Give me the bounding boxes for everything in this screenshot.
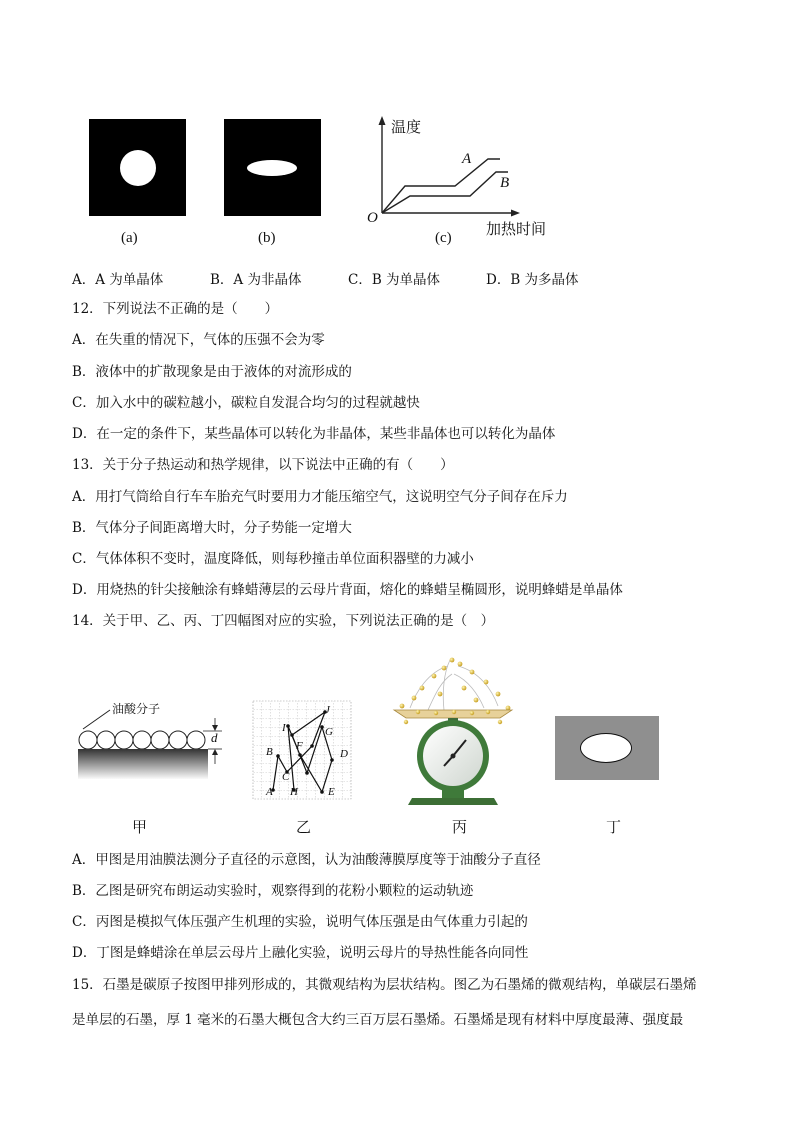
q11-option-c: C．B 为单晶体 — [348, 272, 441, 288]
x-axis-label: 加热时间 — [486, 220, 547, 238]
figure-label-ding: 丁 — [606, 818, 622, 836]
q12-option-c: C．加入水中的碳粒越小，碳粒自发混合均匀的过程就越快 — [72, 395, 420, 411]
wax-melt-ellipse — [580, 733, 632, 763]
q13-option-c: C．气体体积不变时，温度降低，则每秒撞击单位面积器壁的力减小 — [72, 551, 474, 567]
q14-option-d: D．丁图是蜂蜡涂在单层云母片上融化实验，说明云母片的导热性能各向同性 — [72, 945, 529, 961]
path-point-b: B — [266, 746, 273, 758]
q15-line-1: 15．石墨是碳原子按图甲排列形成的，其微观结构为层状结构。图乙为石墨烯的微观结构，单碳层石墨烯 — [72, 977, 697, 993]
path-point-i: I — [282, 722, 286, 734]
y-axis-label: 温度 — [391, 118, 422, 136]
q11-option-a: A．A 为单晶体 — [72, 272, 164, 288]
figure-a-square — [89, 119, 186, 216]
q12-option-d: D．在一定的条件下，某些晶体可以转化为非晶体，某些非晶体也可以转化为晶体 — [72, 426, 556, 442]
path-point-d: D — [340, 748, 348, 760]
path-point-h: H — [290, 786, 298, 798]
q15-line-2: 是单层的石墨，厚 1 毫米的石墨大概包含大约三百万层石墨烯。石墨烯是现有材料中厚度最薄、强度最 — [72, 1012, 684, 1028]
origin-label: O — [367, 210, 378, 226]
q12-option-a: A．在失重的情况下，气体的压强不会为零 — [72, 332, 325, 348]
q12-stem: 12．下列说法不正确的是（ ） — [72, 301, 279, 317]
q11-option-b: B．A 为非晶体 — [210, 272, 302, 288]
q13-option-d: D．用烧热的针尖接触涂有蜂蜡薄层的云母片背面，熔化的蜂蜡呈椭圆形，说明蜂蜡是单晶体 — [72, 582, 623, 598]
path-point-e: E — [328, 786, 335, 798]
figure-b-square — [224, 119, 321, 216]
q12-option-b: B．液体中的扩散现象是由于液体的对流形成的 — [72, 364, 352, 380]
path-point-a: A — [266, 786, 273, 798]
curve-a — [382, 159, 500, 213]
figure-ding-mica-sheet — [555, 716, 659, 780]
curve-b-label: B — [500, 175, 510, 191]
caption-b: (b) — [258, 230, 276, 246]
q13-option-a: A．用打气筒给自行车车胎充气时要用力才能压缩空气，这说明空气分子间存在斥力 — [72, 489, 568, 505]
path-point-g: G — [325, 726, 333, 738]
figure-a-circle — [120, 150, 156, 186]
q14-option-b: B．乙图是研究布朗运动实验时，观察得到的花粉小颗粒的运动轨迹 — [72, 883, 474, 899]
caption-a: (a) — [121, 230, 138, 246]
figure-label-jia: 甲 — [132, 818, 148, 836]
q11-option-d: D．B 为多晶体 — [486, 272, 579, 288]
oil-molecule-label: 油酸分子 — [112, 702, 161, 716]
curve-a-label: A — [462, 151, 472, 167]
curve-b — [382, 172, 508, 213]
q14-option-a: A．甲图是用油膜法测分子直径的示意图，认为油酸薄膜厚度等于油酸分子直径 — [72, 852, 541, 868]
q13-stem: 13．关于分子热运动和热学规律，以下说法中正确的有（ ） — [72, 457, 454, 473]
figure-bing-pressure-scale — [388, 652, 518, 808]
figure-label-yi: 乙 — [296, 818, 312, 836]
figure-label-bing: 丙 — [452, 818, 468, 836]
path-point-f: F — [296, 740, 303, 752]
path-point-j: J — [325, 704, 330, 716]
q14-stem: 14．关于甲、乙、丙、丁四幅图对应的实验，下列说法正确的是（ ） — [72, 613, 495, 629]
path-point-c: C — [282, 771, 290, 783]
q14-option-c: C．丙图是模拟气体压强产生机理的实验，说明气体压强是由气体重力引起的 — [72, 914, 528, 930]
caption-c: (c) — [435, 230, 452, 246]
figure-b-ellipse — [247, 160, 297, 176]
q13-option-b: B．气体分子间距离增大时，分子势能一定增大 — [72, 520, 352, 536]
film-thickness-d: d — [211, 730, 218, 745]
